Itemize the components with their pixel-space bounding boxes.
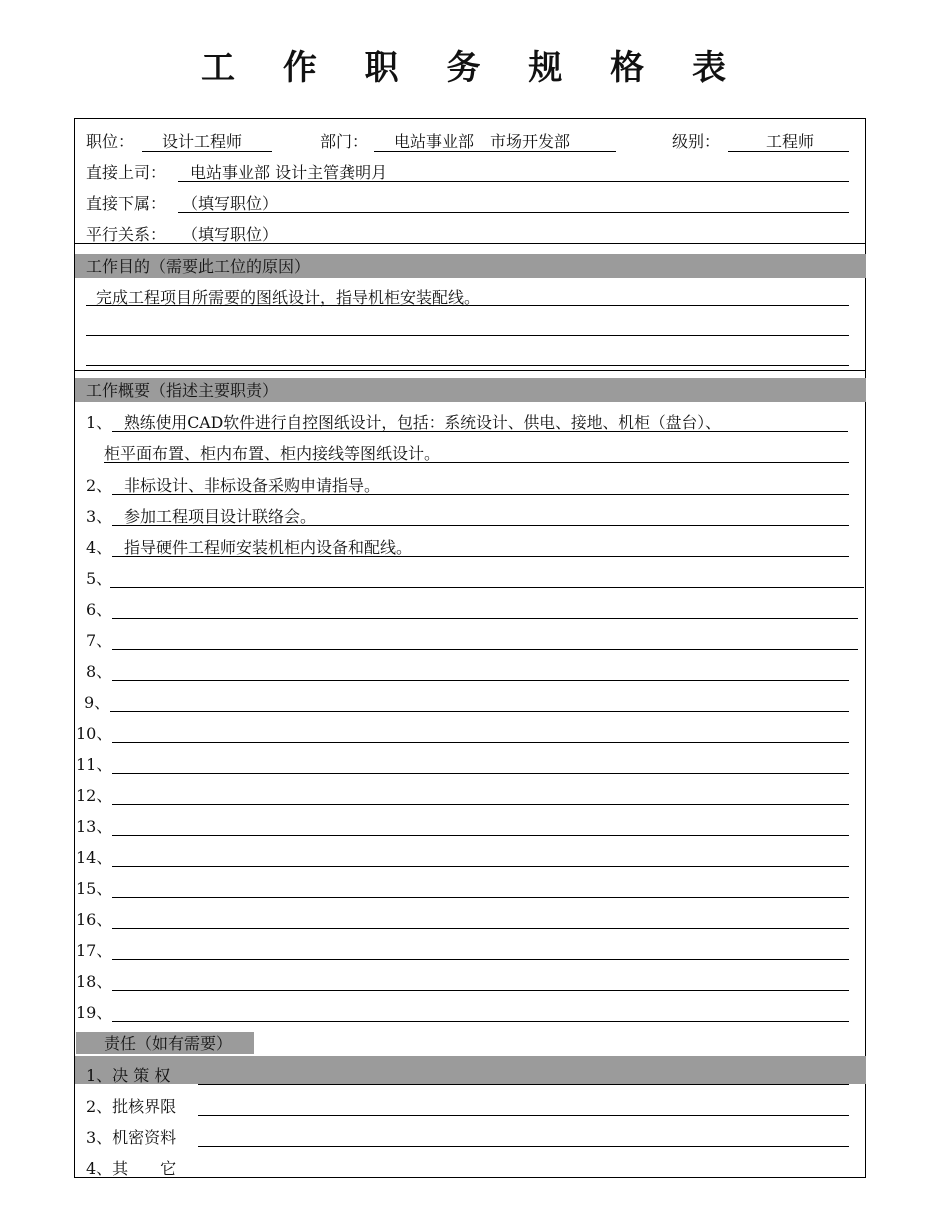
department-underline: [374, 151, 616, 152]
subordinate-value[interactable]: （填写职位）: [182, 194, 279, 213]
responsibility-confidential-underline[interactable]: [198, 1146, 849, 1147]
summary-item-9-number: 9、: [84, 693, 111, 712]
summary-item-15-underline[interactable]: [112, 897, 849, 898]
summary-item-18-number: 18、: [76, 972, 113, 991]
responsibility-decision-label: 1、决 策 权: [86, 1066, 171, 1085]
summary-item-1-underline-2: [104, 462, 849, 463]
summary-item-14-underline[interactable]: [112, 866, 849, 867]
summary-item-13-number: 13、: [76, 817, 113, 836]
summary-item-9-underline[interactable]: [110, 711, 849, 712]
summary-item-10-number: 10、: [76, 724, 113, 743]
summary-item-3-number: 3、: [86, 507, 113, 526]
summary-item-6-underline[interactable]: [112, 618, 858, 619]
purpose-line-3: [86, 365, 849, 366]
subordinate-label: 直接下属：: [86, 194, 167, 213]
level-label: 级别：: [672, 132, 721, 151]
summary-item-2[interactable]: 非标设计、非标设备采购申请指导。: [124, 476, 381, 495]
responsibility-approval-label: 2、批核界限: [86, 1097, 177, 1116]
responsibility-row-1-bar: [75, 1056, 866, 1084]
parallel-underline: [178, 243, 849, 244]
summary-heading: 工作概要（指述主要职责）: [86, 381, 279, 400]
summary-item-5-number: 5、: [86, 569, 113, 588]
summary-item-16-number: 16、: [76, 910, 113, 929]
purpose-heading: 工作目的（需要此工位的原因）: [86, 257, 311, 276]
responsibility-other-underline[interactable]: [198, 1177, 849, 1178]
summary-item-4[interactable]: 指导硬件工程师安装机柜内设备和配线。: [124, 538, 413, 557]
position-underline: [142, 151, 272, 152]
subordinate-underline: [178, 212, 849, 213]
purpose-line-1: [86, 305, 849, 306]
summary-item-1-underline-1: [112, 431, 848, 432]
summary-item-7-number: 7、: [86, 631, 113, 650]
summary-item-1-line-1[interactable]: 熟练使用CAD软件进行自控图纸设计，包括：系统设计、供电、接地、机柜（盘台）、: [124, 413, 721, 432]
summary-item-13-underline[interactable]: [112, 835, 849, 836]
summary-item-2-number: 2、: [86, 476, 113, 495]
summary-item-8-number: 8、: [86, 662, 113, 681]
summary-item-4-underline: [112, 556, 849, 557]
summary-item-1-line-2[interactable]: 柜平面布置、柜内布置、柜内接线等图纸设计。: [104, 444, 441, 463]
responsibility-other-label: 4、其 它: [86, 1159, 177, 1178]
summary-item-18-underline[interactable]: [112, 990, 849, 991]
summary-item-12-number: 12、: [76, 786, 113, 805]
position-label: 职位：: [86, 132, 135, 151]
level-underline: [728, 151, 849, 152]
responsibility-approval-underline[interactable]: [198, 1115, 849, 1116]
summary-item-17-number: 17、: [76, 941, 113, 960]
summary-item-1-number: 1、: [86, 413, 113, 432]
divider-purpose: [74, 370, 866, 371]
summary-item-11-number: 11、: [76, 755, 113, 774]
summary-item-2-underline: [112, 494, 849, 495]
purpose-text[interactable]: 完成工程项目所需要的图纸设计，指导机柜安装配线。: [96, 288, 481, 307]
supervisor-underline: [178, 181, 849, 182]
position-value[interactable]: 设计工程师: [162, 132, 243, 151]
responsibility-decision-underline[interactable]: [198, 1084, 849, 1085]
responsibility-heading: 责任（如有需要）: [104, 1034, 233, 1053]
summary-item-17-underline[interactable]: [112, 959, 849, 960]
supervisor-value[interactable]: 电站事业部 设计主管龚明月: [190, 163, 388, 182]
summary-item-19-number: 19、: [76, 1003, 113, 1022]
responsibility-confidential-label: 3、机密资料: [86, 1128, 177, 1147]
parallel-value[interactable]: （填写职位）: [182, 225, 279, 244]
summary-item-14-number: 14、: [76, 848, 113, 867]
supervisor-label: 直接上司：: [86, 163, 167, 182]
summary-item-15-number: 15、: [76, 879, 113, 898]
summary-item-11-underline[interactable]: [112, 773, 849, 774]
purpose-line-2: [86, 335, 849, 336]
summary-item-8-underline[interactable]: [112, 680, 849, 681]
summary-item-4-number: 4、: [86, 538, 113, 557]
department-value[interactable]: 电站事业部 市场开发部: [394, 132, 571, 151]
department-label: 部门：: [320, 132, 369, 151]
summary-item-5-underline[interactable]: [110, 587, 864, 588]
summary-item-3-underline: [112, 525, 849, 526]
summary-item-3[interactable]: 参加工程项目设计联络会。: [124, 507, 317, 526]
summary-item-6-number: 6、: [86, 600, 113, 619]
summary-item-7-underline[interactable]: [112, 649, 858, 650]
parallel-label: 平行关系：: [86, 225, 167, 244]
summary-item-16-underline[interactable]: [112, 928, 849, 929]
summary-item-10-underline[interactable]: [112, 742, 849, 743]
summary-item-19-underline[interactable]: [112, 1021, 849, 1022]
page-title: 工 作 职 务 规 格 表: [200, 48, 745, 88]
level-value[interactable]: 工程师: [766, 132, 815, 151]
summary-item-12-underline[interactable]: [112, 804, 849, 805]
